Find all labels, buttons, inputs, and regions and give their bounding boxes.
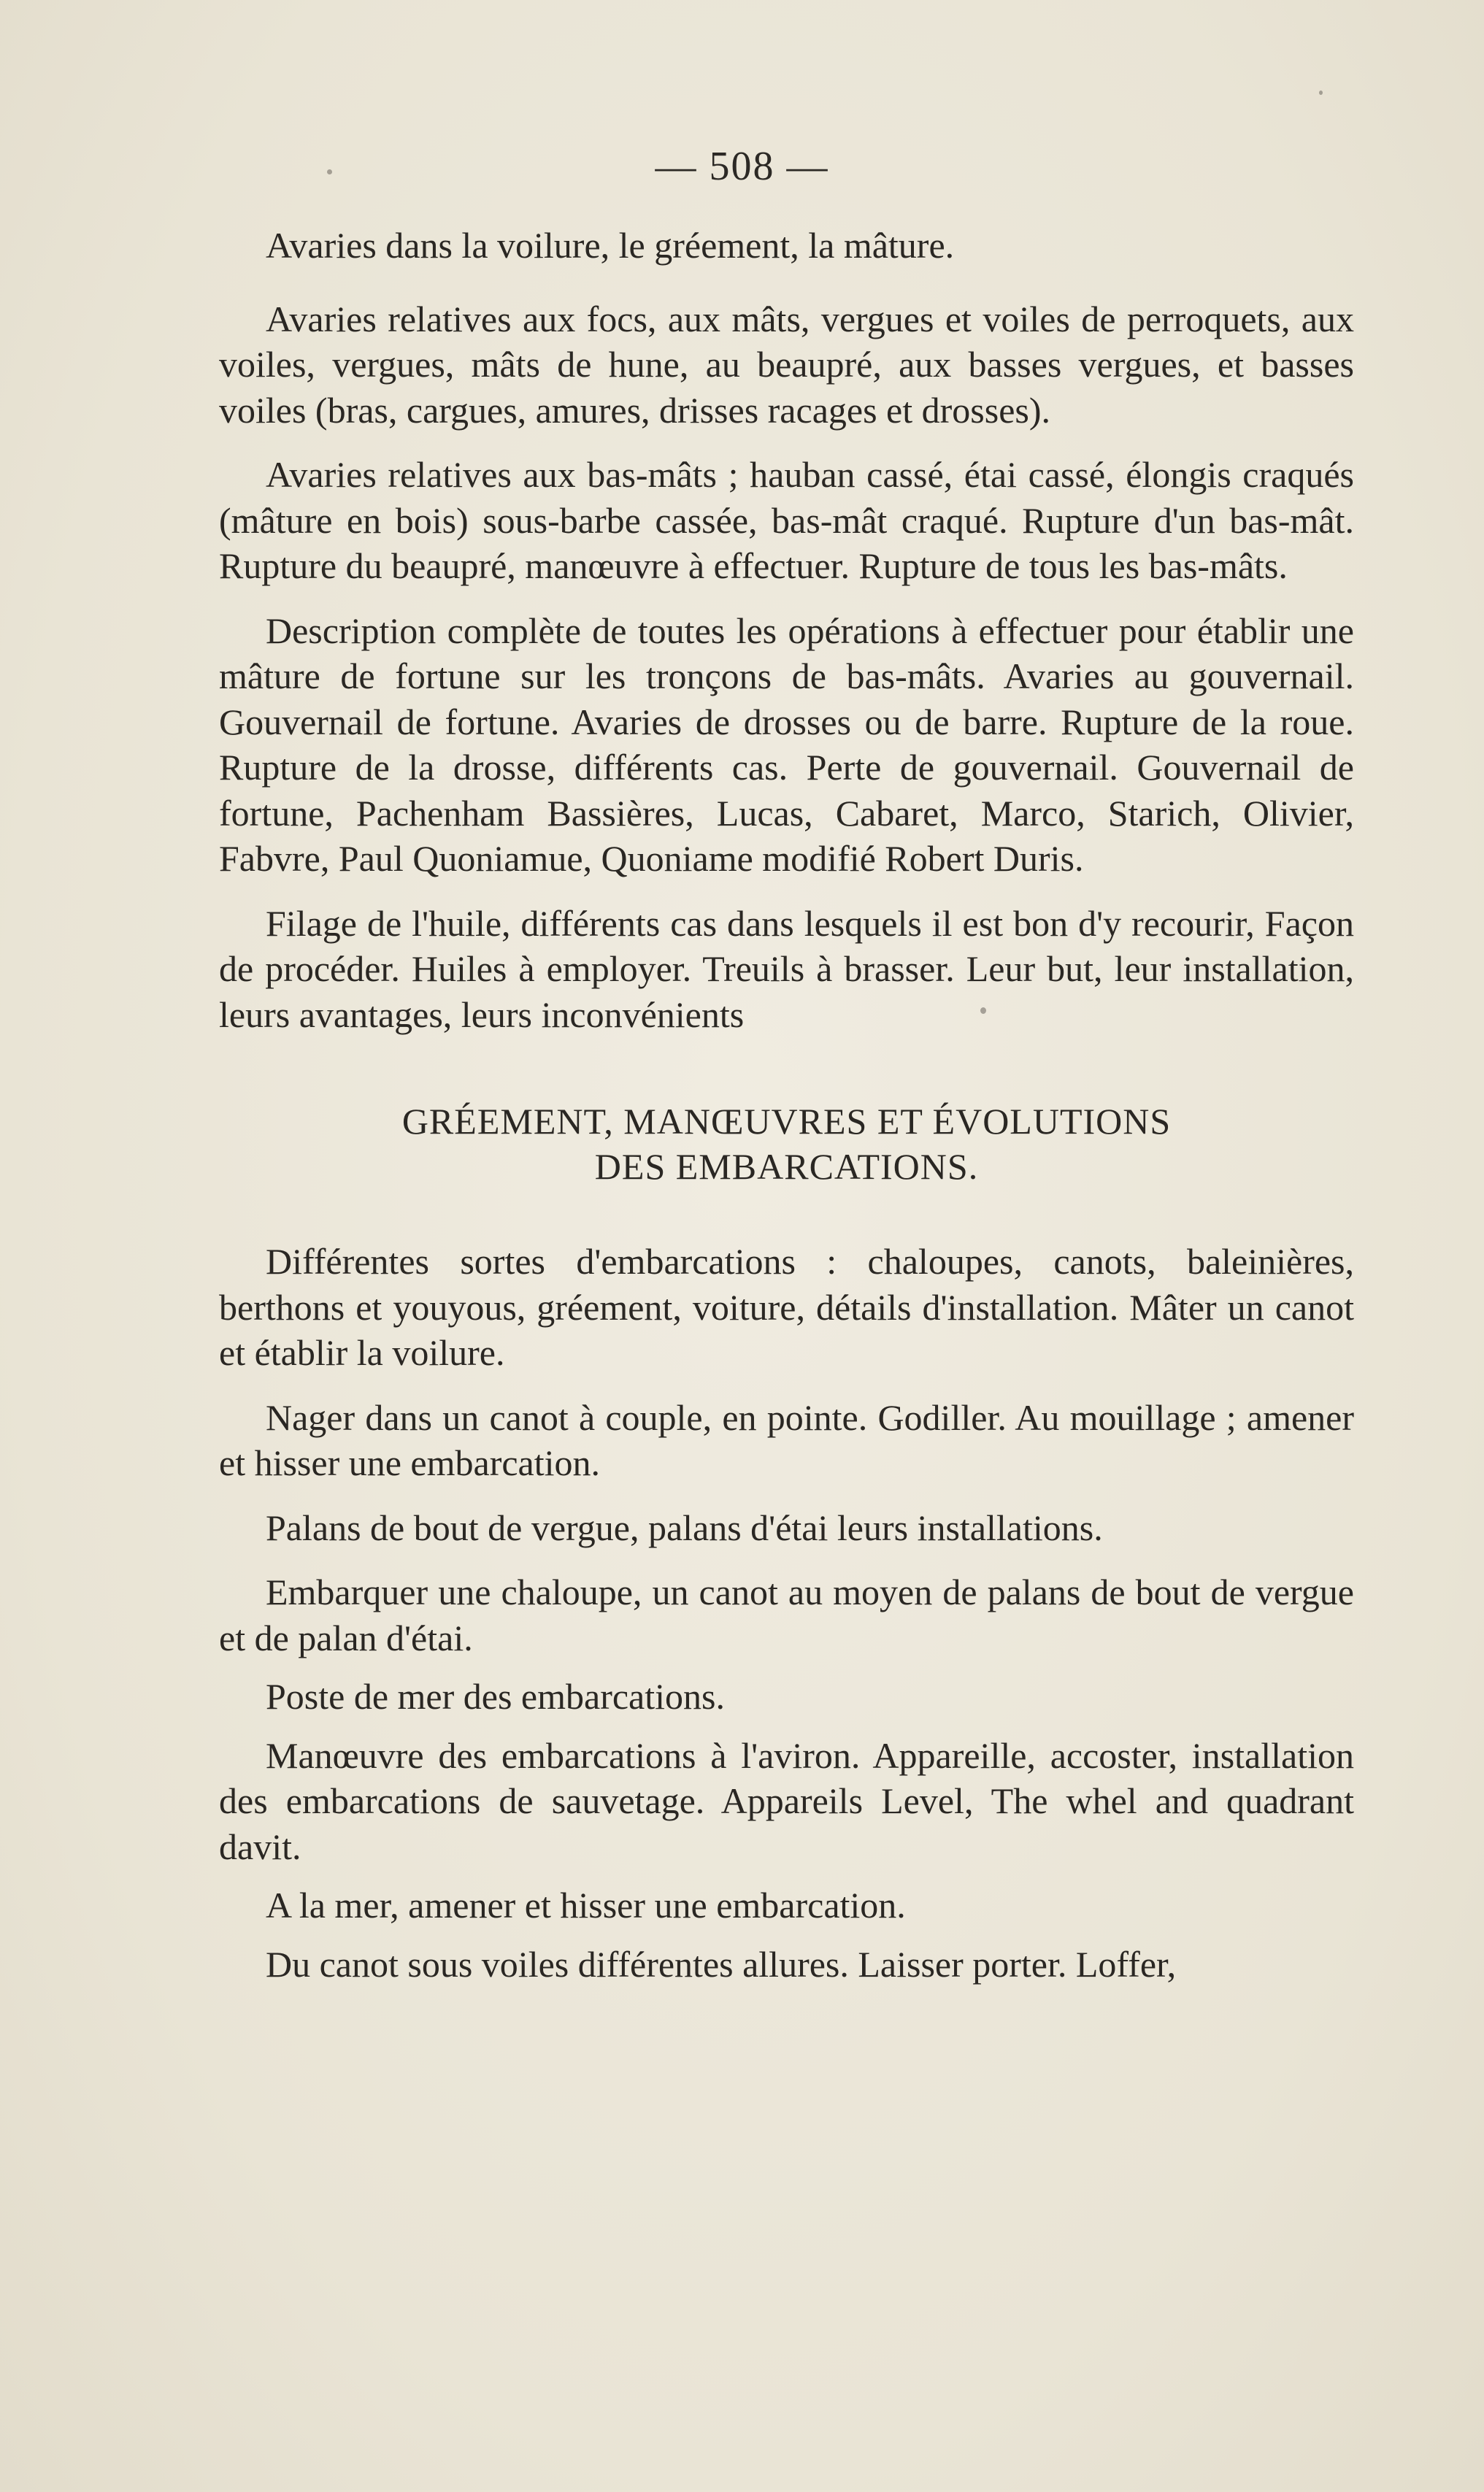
paragraph-at-sea: A la mer, amener et hisser une embarcation. [266, 1885, 906, 1926]
section-heading-line2: DES EMBARCATIONS. [594, 1146, 979, 1187]
paragraph-rigging-damage: Avaries dans la voilure, le gréement, la mâture. [266, 225, 955, 266]
paragraph-under-sail: Du canot sous voiles différentes allures. Laisser porter. Loffer, [266, 1943, 1177, 1985]
paragraph-oar-handling: Manœuvre des embarcations à l'aviron. Appareille, accoster, installation des embarcations de sauvetage. Appareils Level, The whel and quadrant davit. [219, 1734, 1354, 1867]
body-text [219, 223, 1354, 1994]
paragraph-yard-tackles: Palans de bout de vergue, palans d'étai leurs installations. [266, 1507, 1103, 1548]
paragraph-lower-mast-damage: Avaries relatives aux bas-mâts ; hauban cassé, étai cassé, élongis craqués (mâture en bois) sous-barbe cassée, bas-mât craqué. Rupture d'un bas-mât. Rupture du beaupré, manœuvre à effectuer. Rupture de tous les bas-mâts. [219, 454, 1354, 586]
paragraph-sea-station: Poste de mer des embarcations. [266, 1676, 725, 1717]
paragraph-topmast-damage: Avaries relatives aux focs, aux mâts, vergues et voiles de perroquets, aux voiles, vergues, mâts de hune, au beaupré, aux basses vergues, et basses voiles (bras, cargues, amures, drisses racages et drosses). [219, 298, 1354, 431]
print-speck [980, 1007, 986, 1014]
print-speck [1319, 91, 1323, 95]
paragraph-hoisting: Embarquer une chaloupe, un canot au moyen de palans de bout de vergue et de palan d'étai. [219, 1572, 1354, 1658]
section-heading [219, 1099, 1354, 1189]
page-number: — 508 — [655, 144, 829, 189]
print-speck [327, 169, 332, 174]
paragraph-boat-types: Différentes sortes d'embarcations : chaloupes, canots, baleinières, berthons et youyous, gréement, voiture, détails d'installation. Mâter un canot et établir la voilure. [219, 1241, 1354, 1373]
paragraph-jury-rig-rudder: Description complète de toutes les opérations à effectuer pour établir une mâture de fortune sur les tronçons de bas-mâts. Avaries au gouvernail. Gouvernail de fortune. Avaries de drosses ou de barre. Rupture de la roue. Rupture de la drosse, différents cas. Perte de gouvernail. Gouvernail de fortune, Pachenham Bassières, Lucas, Cabaret, Marco, Starich, Olivier, Fabvre, Paul Quoniamue, Quoniame modifié Robert Duris. [219, 609, 1354, 879]
paragraph-oil-filing: Filage de l'huile, différents cas dans lesquels il est bon d'y recourir, Façon de procéder. Huiles à employer. Treuils à brasser. Leur but, leur installation, leurs avantages, leurs inconvénients [219, 902, 1354, 1035]
section-heading-line1: GRÉEMENT, MANŒUVRES ET ÉVOLUTIONS [401, 1101, 1172, 1142]
paragraph-rowing: Nager dans un canot à couple, en pointe. Godiller. Au mouillage ; amener et hisser une embarcation. [219, 1396, 1354, 1483]
